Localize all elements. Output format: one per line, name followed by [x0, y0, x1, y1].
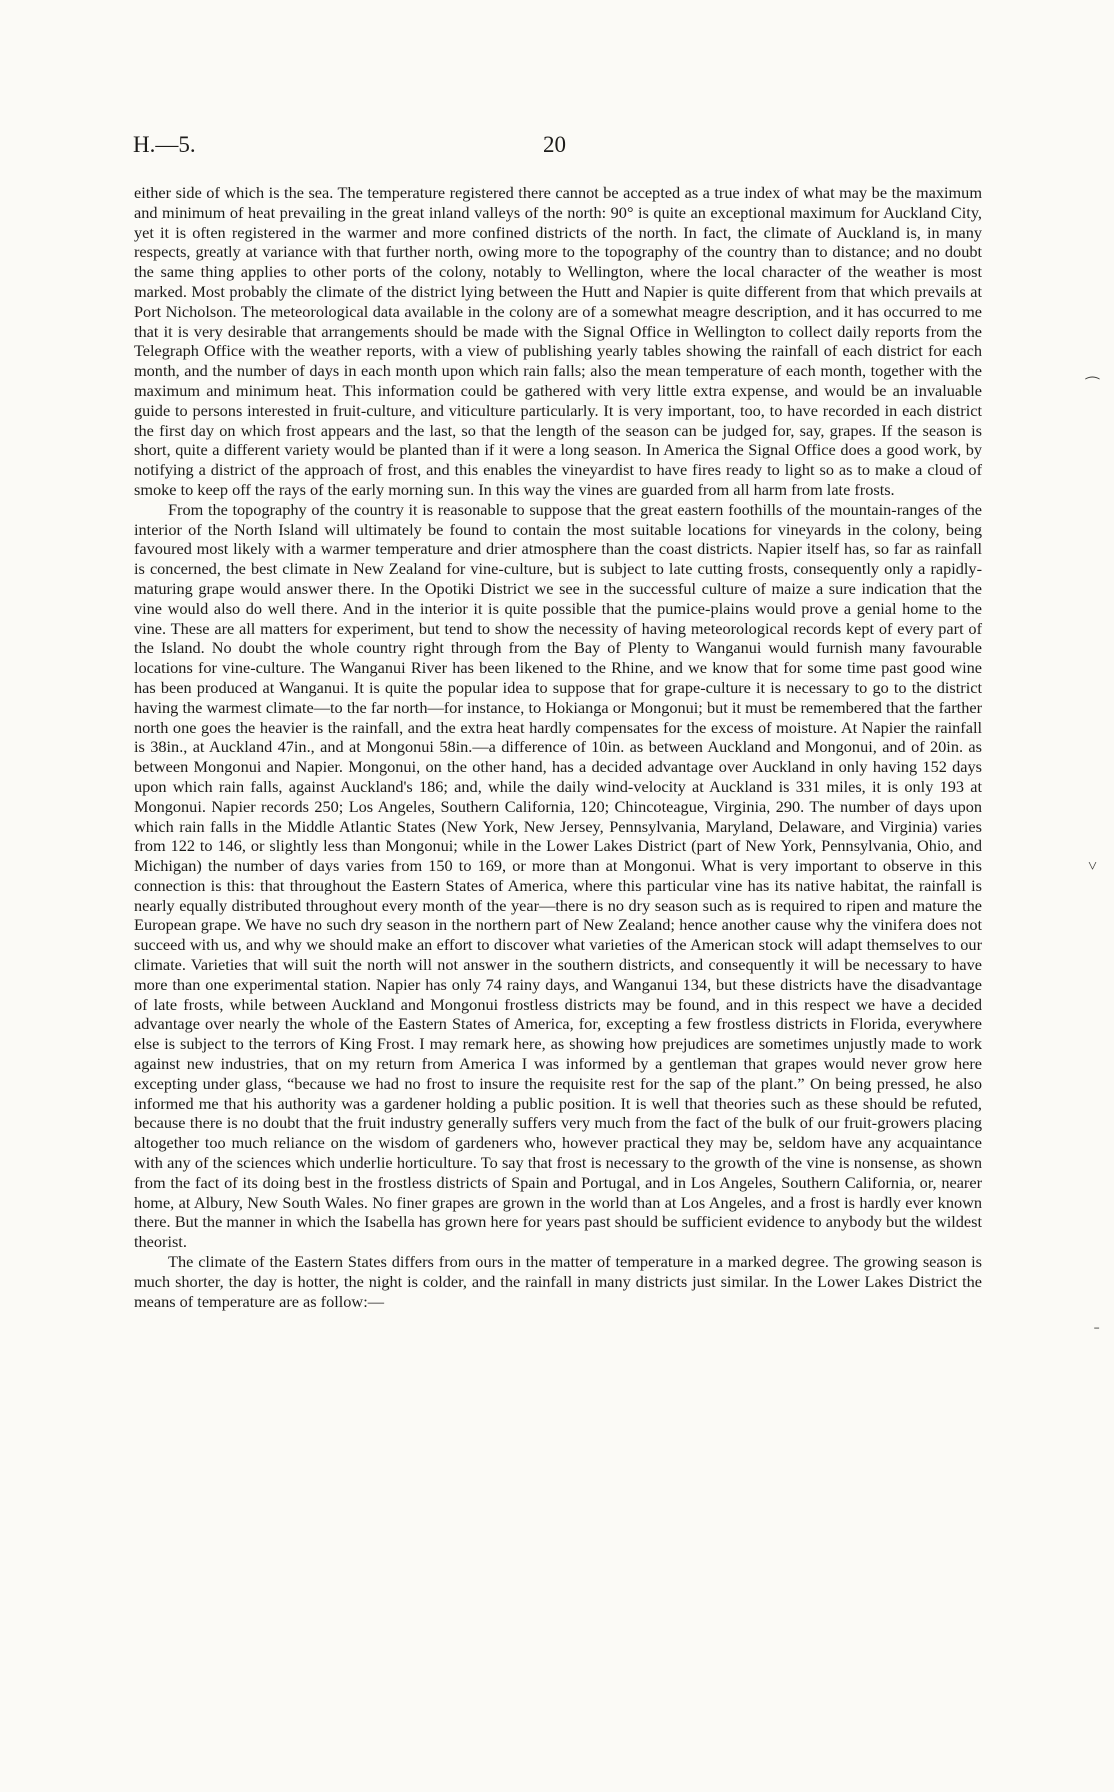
paragraph-continued: either side of which is the sea. The temperature registered there cannot be accepted as a true index of what may be the maximum and minimum of heat prevailing in the great inland valleys of the north: 90° is quite an exceptional maximum for Auckland City, yet it is often registered in the warmer and more confined districts of the north. In fact, the climate of Auckland is, in many respects, greatly at variance with that further north, owing more to the topography of the country than to distance; and no doubt the same thing applies to other ports of the colony, notably to Wellington, where the local character of the weather is most marked. Most probably the climate of the district lying between the Hutt and Napier is quite different from that which prevails at Port Nicholson. The meteorological data available in the colony are of a somewhat meagre description, and it has occurred to me that it is very desirable that arrangements should be made with the Signal Office in Wellington to collect daily reports from the Telegraph Office with the weather reports, with a view of publishing yearly tables showing the rainfall of each district for each month, and the number of days in each month upon which rain falls; also the mean temperature of each month, together with the maximum and minimum heat. This information could be gathered with very little extra expense, and would be an invaluable guide to persons interested in fruit-culture, and viticulture particularly. It is very important, too, to have recorded in each district the first day on which frost appears and the last, so that the length of the season can be judged for, say, grapes. If the season is short, quite a different variety would be planted than if it were a long season. In America the Signal Office does a good work, by notifying a district of the approach of frost, and this enables the vineyardist to have fires ready to light so as to make a cloud of smoke to keep off the rays of the early morning sun. In this way the vines are guarded from all harm from late frosts. — [134, 183, 982, 499]
margin-mark: ˗ — [1094, 1318, 1100, 1335]
paragraph-topography: From the topography of the country it is reasonable to suppose that the great eastern foothills of the mountain-ranges of the interior of the North Island will ultimately be found to contain the most suitable locations for vineyards in the colony, being favoured most likely with a warmer temperature and drier atmosphere than the coast districts. Napier itself has, so far as rainfall is concerned, the best climate in New Zealand for vine-culture, but is subject to late cutting frosts, consequently only a rapidly-maturing grape would answer there. In the Opotiki District we see in the successful culture of maize a sure indication that the vine would also do well there. And in the interior it is quite possible that the pumice-plains would prove a genial home to the vine. These are all matters for experiment, but tend to show the necessity of having meteorological records kept of every part of the Island. No doubt the whole country right through from the Bay of Plenty to Wanganui would furnish many favourable locations for vine-culture. The Wanganui River has been likened to the Rhine, and we know that for some time past good wine has been produced at Wanganui. It is quite the popular idea to suppose that for grape-culture it is necessary to go to the district having the warmest climate—to the far north—for instance, to Hokianga or Mongonui; but it must be remembered that the farther north one goes the heavier is the rainfall, and the extra heat hardly compensates for the excess of moisture. At Napier the rainfall is 38in., at Auckland 47in., and at Mongonui 58in.—a difference of 10in. as between Auckland and Mongonui, and of 20in. as between Mongonui and Napier. Mongonui, on the other hand, has a decided advantage over Auckland in only having 152 days upon which rain falls, against Auckland's 186; and, while the daily wind-velocity at Auckland is 331 miles, it is only 193 at Mongonui. Napier records 250; Los Angeles, Southern California, 120; Chincoteague, Virginia, 290. The number of days upon which rain falls in the Middle Atlantic States (New York, New Jersey, Pennsylvania, Maryland, Delaware, and Virginia) varies from 122 to 146, or slightly less than Mongonui; while in the Lower Lakes District (part of New York, Pennsylvania, Ohio, and Michigan) the number of days varies from 150 to 169, or more than at Mongonui. What is very important to observe in this connection is this: that throughout the Eastern States of America, where this particular vine has its native habitat, the rainfall is nearly equally distributed throughout every month of the year—there is no dry season such as is required to ripen and mature the European grape. We have no such dry season in the northern part of New Zealand; hence another cause why the vinifera does not succeed with us, and why we should make an effort to discover what varieties of the American stock will adapt themselves to our climate. Varieties that will suit the north will not answer in the southern districts, and consequently it will be necessary to have more than one experimental station. Napier has only 74 rainy days, and Wanganui 134, but these districts have the disadvantage of late frosts, while between Auckland and Mongonui frostless districts may be found, and in this respect we have a decided advantage over nearly the whole of the Eastern States of America, for, excepting a few frostless districts in Florida, everywhere else is subject to the terrors of King Frost. I may remark here, as showing how prejudices are sometimes unjustly made to work against new industries, that on my return from America I was informed by a gentleman that grapes would never grow here excepting under glass, “because we had no frost to insure the requisite rest for the sap of the plant.” On being pressed, he also informed me that his authority was a gardener holding a public position. It is well that theories such as these should be refuted, because there is no doubt that the fruit industry generally suffers very much from the fact of the bulk of our fruit-growers placing altogether too much reliance on the wisdom of gardeners who, however practical they may be, seldom have any acquaintance with any of the sciences which underlie horticulture. To say that frost is necessary to the growth of the vine is nonsense, as shown from the fact of its doing best in the frostless districts of Spain and Portugal, and in Los Angeles, Southern California, or, nearer home, at Albury, New South Wales. No finer grapes are grown in the world than at Los Angeles, and a frost is hardly ever known there. But the manner in which the Isabella has grown here for years past should be sufficient evidence to anybody but the wildest theorist. — [134, 499, 982, 1252]
paragraph-eastern-states: The climate of the Eastern States differs from ours in the matter of temperature in a marked degree. The growing season is much shorter, the day is hotter, the night is colder, and the rainfall in many districts just similar. In the Lower Lakes District the means of temperature are as follow:— — [134, 1252, 982, 1311]
page-header — [133, 132, 982, 162]
body-text — [134, 183, 982, 1311]
document-reference: H.—5. — [133, 132, 196, 157]
margin-mark: ˅ — [1088, 858, 1098, 875]
margin-mark: ⁀ — [1086, 378, 1099, 395]
page-number: 20 — [543, 132, 566, 157]
